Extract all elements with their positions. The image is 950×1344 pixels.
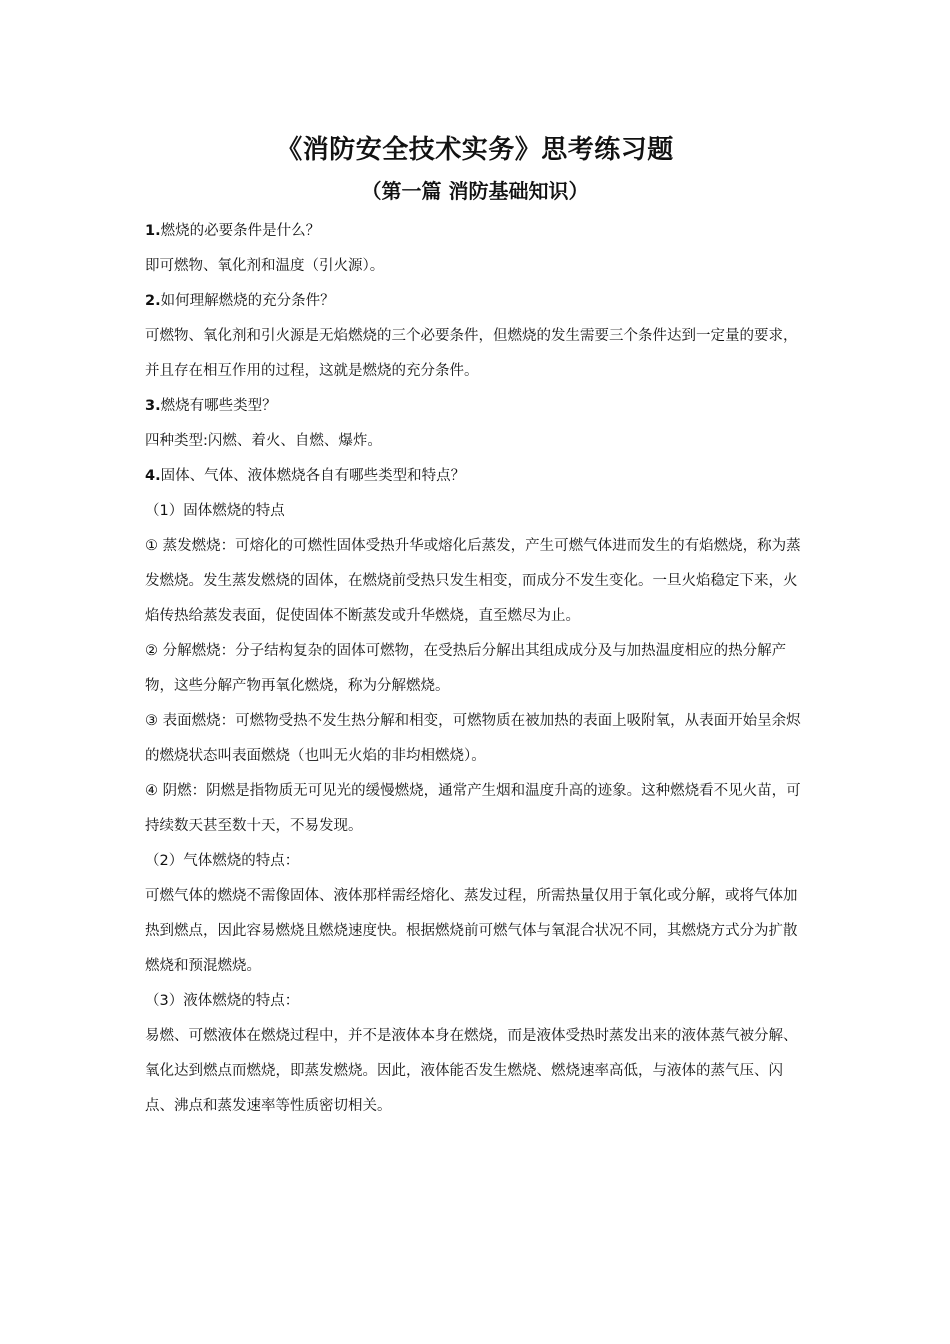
question-number: 2. — [145, 293, 161, 309]
answer-paragraph: （1）固体燃烧的特点 — [145, 503, 285, 519]
answer-paragraph: ④ 阴燃：阴燃是指物质无可见光的缓慢燃烧，通常产生烟和温度升高的迹象。这种燃烧看不见火苗，可持续数天甚至数十天，不易发现。 — [145, 783, 801, 834]
document-content — [145, 132, 805, 1124]
question-heading — [145, 284, 805, 319]
question-text: 固体、气体、液体燃烧各自有哪些类型和特点？ — [160, 468, 466, 484]
answer-paragraph: 易燃、可燃液体在燃烧过程中，并不是液体本身在燃烧，而是液体受热时蒸发出来的液体蒸气被分解、氧化达到燃点而燃烧，即蒸发燃烧。因此，液体能否发生燃烧、燃烧速率高低，与液体的蒸气压、闪点、沸点和蒸发速率等性质密切相关。 — [145, 1028, 798, 1114]
question-heading — [145, 389, 805, 424]
answer-paragraph: ② 分解燃烧：分子结构复杂的固体可燃物，在受热后分解出其组成成分及与加热温度相应的热分解产物，这些分解产物再氧化燃烧，称为分解燃烧。 — [145, 643, 787, 694]
question-heading — [145, 459, 805, 494]
question-number: 3. — [145, 398, 161, 414]
answer-paragraph: 可燃气体的燃烧不需像固体、液体那样需经熔化、蒸发过程，所需热量仅用于氧化或分解，或将气体加热到燃点，因此容易燃烧且燃烧速度快。根据燃烧前可燃气体与氧混合状况不同，其燃烧方式分为扩散燃烧和预混燃烧。 — [145, 888, 798, 974]
document-subtitle: （第一篇 消防基础知识） — [361, 179, 589, 203]
question-text: 如何理解燃烧的充分条件？ — [160, 293, 335, 309]
answer-paragraph: （2）气体燃烧的特点： — [145, 853, 300, 869]
question-number: 4. — [145, 468, 161, 484]
question-text: 燃烧的必要条件是什么？ — [160, 223, 321, 239]
question-text: 燃烧有哪些类型？ — [160, 398, 277, 414]
answer-paragraph: 即可燃物、氧化剂和温度（引火源）。 — [145, 258, 385, 274]
answer-paragraph: 可燃物、氧化剂和引火源是无焰燃烧的三个必要条件，但燃烧的发生需要三个条件达到一定量的要求，并且存在相互作用的过程，这就是燃烧的充分条件。 — [145, 328, 798, 379]
answer-paragraph: 四种类型:闪燃、着火、自燃、爆炸。 — [145, 433, 382, 449]
question-heading — [145, 214, 805, 249]
document-body — [145, 214, 805, 1124]
question-number: 1. — [145, 223, 161, 239]
answer-paragraph: ① 蒸发燃烧：可熔化的可燃性固体受热升华或熔化后蒸发，产生可燃气体进而发生的有焰燃烧，称为蒸发燃烧。发生蒸发燃烧的固体，在燃烧前受热只发生相变，而成分不发生变化。一旦火焰稳定下来，火焰传热给蒸发表面，促使固体不断蒸发或升华燃烧，直至燃尽为止。 — [145, 538, 801, 624]
answer-paragraph: ③ 表面燃烧：可燃物受热不发生热分解和相变，可燃物质在被加热的表面上吸附氧，从表面开始呈余烬的燃烧状态叫表面燃烧（也叫无火焰的非均相燃烧）。 — [145, 713, 801, 764]
document-title: 《消防安全技术实务》思考练习题 — [276, 135, 674, 165]
answer-paragraph: （3）液体燃烧的特点： — [145, 993, 300, 1009]
